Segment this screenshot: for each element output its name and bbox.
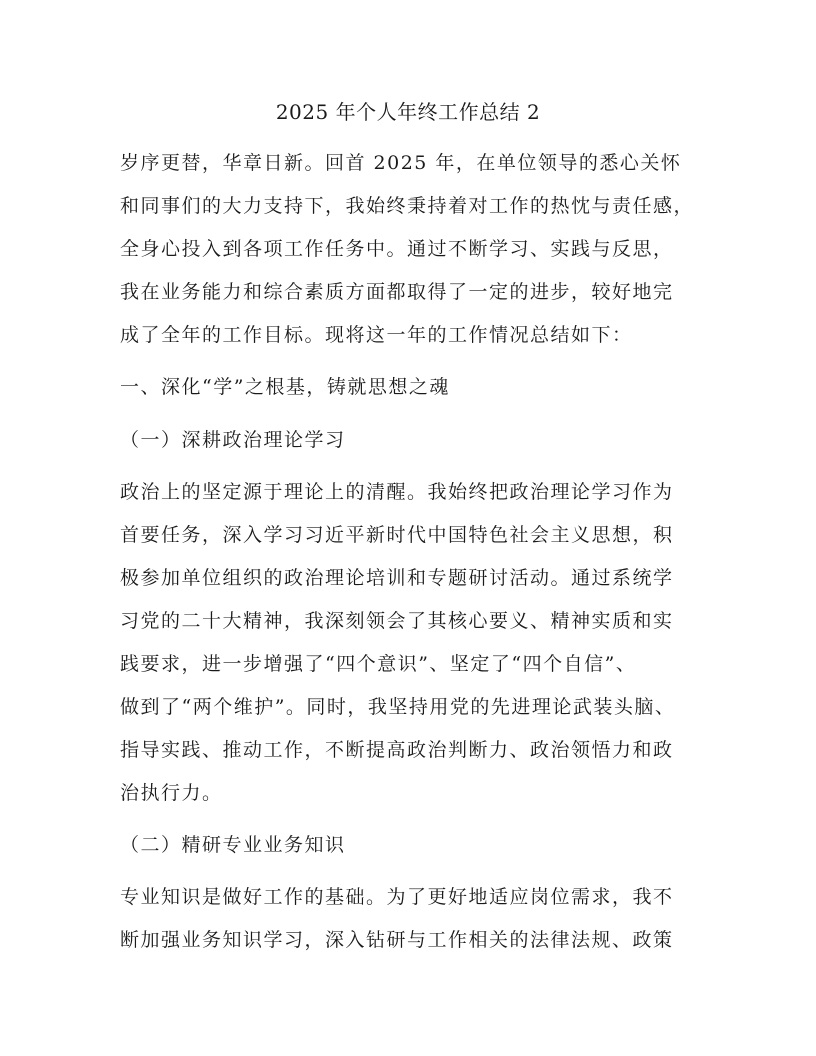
intro-line-1: 岁序更替，华章日新。回首 2025 年，在单位领导的悉心关怀 <box>120 152 682 174</box>
paragraph-1-line-2: 首要任务，深入学习习近平新时代中国特色社会主义思想，积 <box>120 524 674 546</box>
paragraph-1-line-7: 指导实践、推动工作，不断提高政治判断力、政治领悟力和政 <box>120 739 674 761</box>
paragraph-1-line-4: 习党的二十大精神，我深刻领会了其核心要义、精神实质和实 <box>120 610 674 632</box>
intro-line-3: 全身心投入到各项工作任务中。通过不断学习、实践与反思， <box>120 238 674 260</box>
intro-line-4: 我在业务能力和综合素质方面都取得了一定的进步，较好地完 <box>120 281 674 303</box>
paragraph-2-line-2: 断加强业务知识学习，深入钻研与工作相关的法律法规、政策 <box>120 929 674 951</box>
intro-line-2: 和同事们的大力支持下，我始终秉持着对工作的热忱与责任感， <box>120 195 695 217</box>
document-title: 2025 年个人年终工作总结 2 <box>275 100 541 124</box>
subsection-heading-1: （一）深耕政治理论学习 <box>120 429 346 451</box>
paragraph-1-line-6: 做到了“两个维护”。同时，我坚持用党的先进理论武装头脑、 <box>120 696 676 718</box>
intro-line-5: 成了全年的工作目标。现将这一年的工作情况总结如下： <box>120 324 633 346</box>
paragraph-1-line-1: 政治上的坚定源于理论上的清醒。我始终把政治理论学习作为 <box>120 481 674 503</box>
paragraph-1-line-8: 治执行力。 <box>120 782 223 804</box>
paragraph-1-line-3: 极参加单位组织的政治理论培训和专题研讨活动。通过系统学 <box>120 567 674 589</box>
paragraph-1-line-5: 践要求，进一步增强了“四个意识”、坚定了“四个自信”、 <box>120 653 637 675</box>
paragraph-2-line-1: 专业知识是做好工作的基础。为了更好地适应岗位需求，我不 <box>120 886 674 908</box>
section-heading-1: 一、深化“学”之根基，铸就思想之魂 <box>120 376 450 398</box>
subsection-heading-2: （二）精研专业业务知识 <box>120 834 346 856</box>
